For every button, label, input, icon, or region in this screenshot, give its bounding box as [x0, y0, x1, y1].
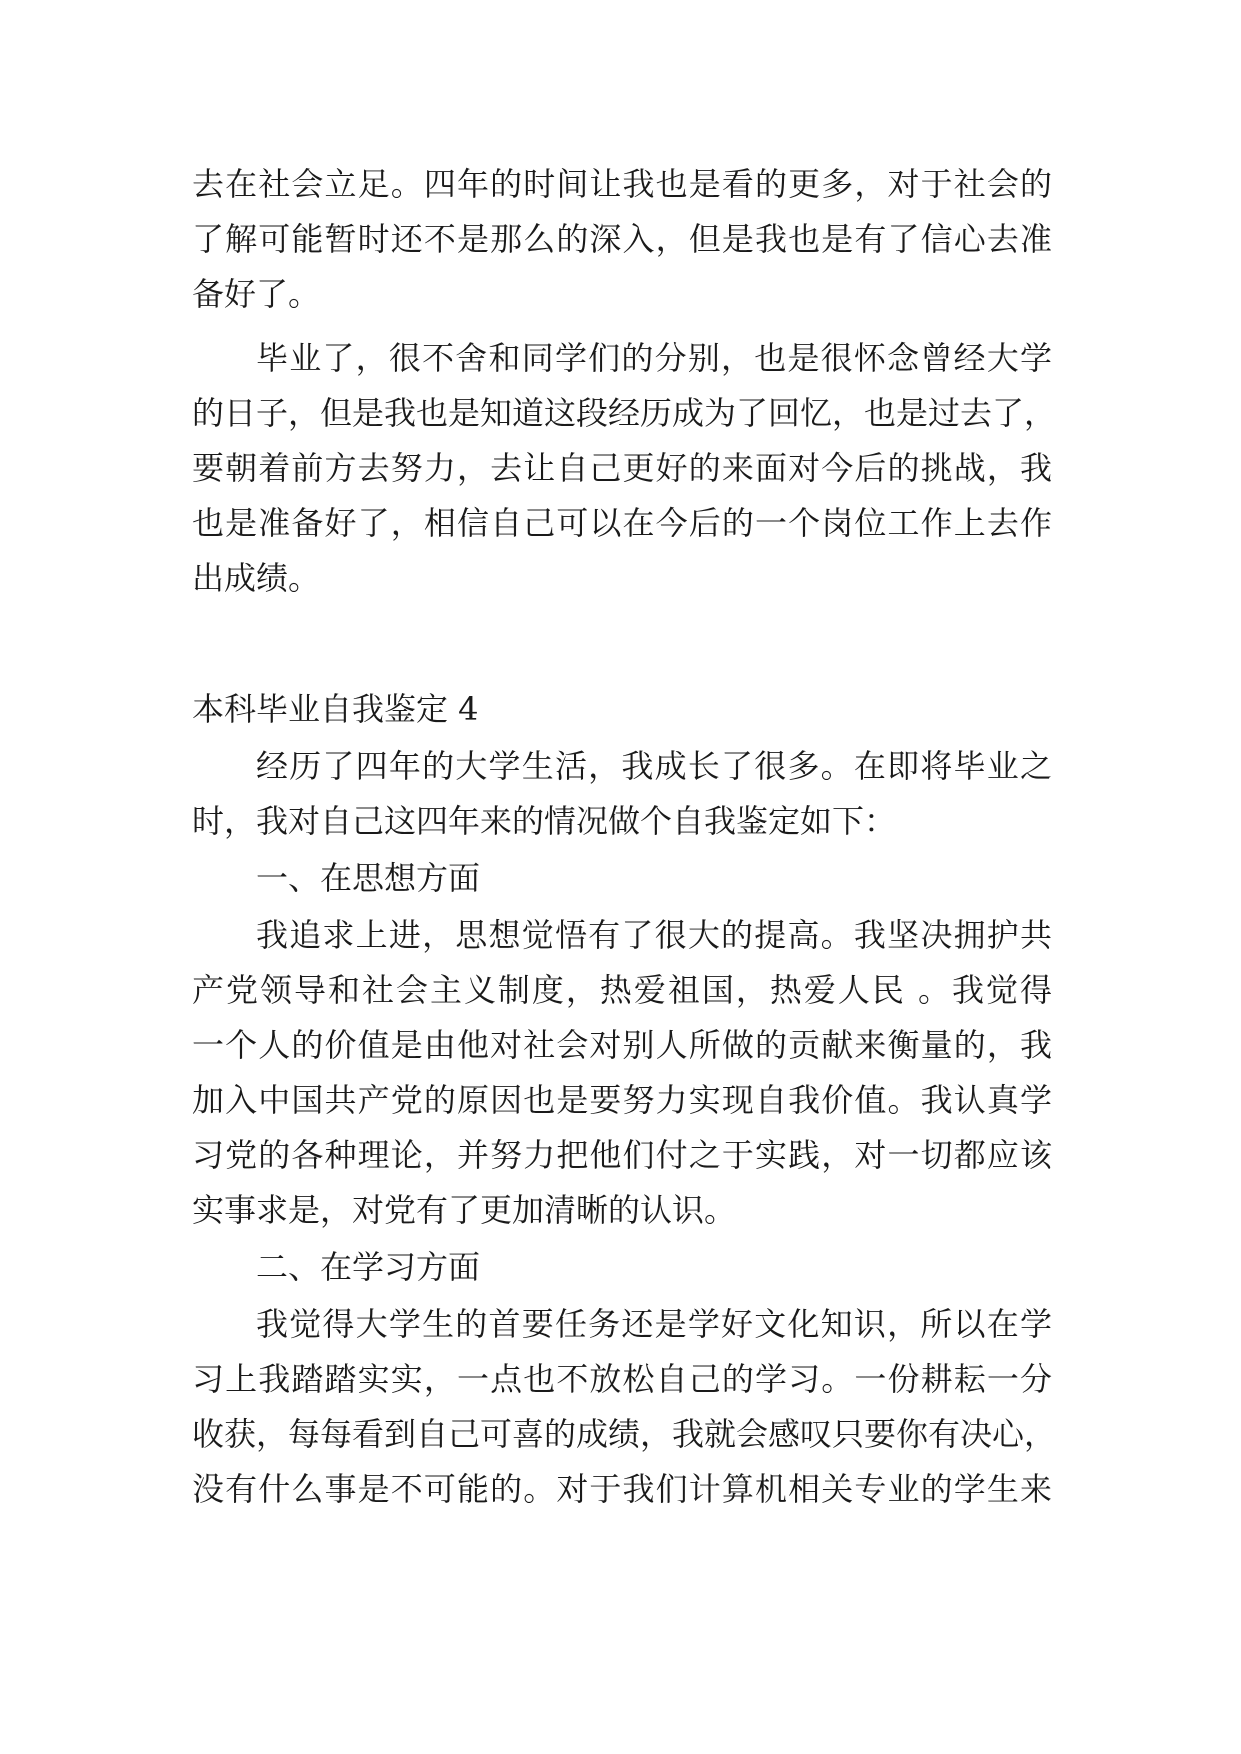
- text-line: 了解可能暂时还不是那么的深入，但是我也是有了信心去准: [192, 220, 1052, 258]
- text-line: 要朝着前方去努力，去让自己更好的来面对今后的挑战，我: [192, 449, 1052, 487]
- text-line: 备好了。: [192, 275, 321, 313]
- text-line: 一个人的价值是由他对社会对别人所做的贡献来衡量的，我: [192, 1026, 1052, 1064]
- section-title: 本科毕业自我鉴定 4: [192, 690, 479, 728]
- text-line: 出成绩。: [192, 559, 321, 597]
- text-line: 时，我对自己这四年来的情况做个自我鉴定如下：: [192, 802, 897, 840]
- text-line: 收获，每每看到自己可喜的成绩，我就会感叹只要你有决心，: [192, 1415, 1057, 1453]
- text-line: 经历了四年的大学生活，我成长了很多。在即将毕业之: [256, 747, 1052, 785]
- text-line: 习党的各种理论，并努力把他们付之于实践，对一切都应该: [192, 1136, 1052, 1174]
- text-line: 习上我踏踏实实，一点也不放松自己的学习。一份耕耘一分: [192, 1360, 1052, 1398]
- text-line: 实事求是，对党有了更加清晰的认识。: [192, 1191, 737, 1229]
- sub-heading: 二、在学习方面: [256, 1248, 481, 1286]
- text-line: 我觉得大学生的首要任务还是学好文化知识，所以在学: [256, 1305, 1052, 1343]
- sub-heading: 一、在思想方面: [256, 859, 481, 897]
- text-line: 毕业了，很不舍和同学们的分别，也是很怀念曾经大学: [256, 339, 1052, 377]
- text-line: 没有什么事是不可能的。对于我们计算机相关专业的学生来: [192, 1470, 1052, 1508]
- text-line: 的日子，但是我也是知道这段经历成为了回忆，也是过去了，: [192, 394, 1057, 432]
- text-line: 我追求上进，思想觉悟有了很大的提高。我坚决拥护共: [256, 916, 1052, 954]
- text-line: 去在社会立足。四年的时间让我也是看的更多，对于社会的: [192, 165, 1052, 203]
- text-line: 也是准备好了，相信自己可以在今后的一个岗位工作上去作: [192, 504, 1052, 542]
- text-line: 加入中国共产党的原因也是要努力实现自我价值。我认真学: [192, 1081, 1052, 1119]
- text-line: 产党领导和社会主义制度，热爱祖国，热爱人民 。我觉得: [192, 971, 1052, 1009]
